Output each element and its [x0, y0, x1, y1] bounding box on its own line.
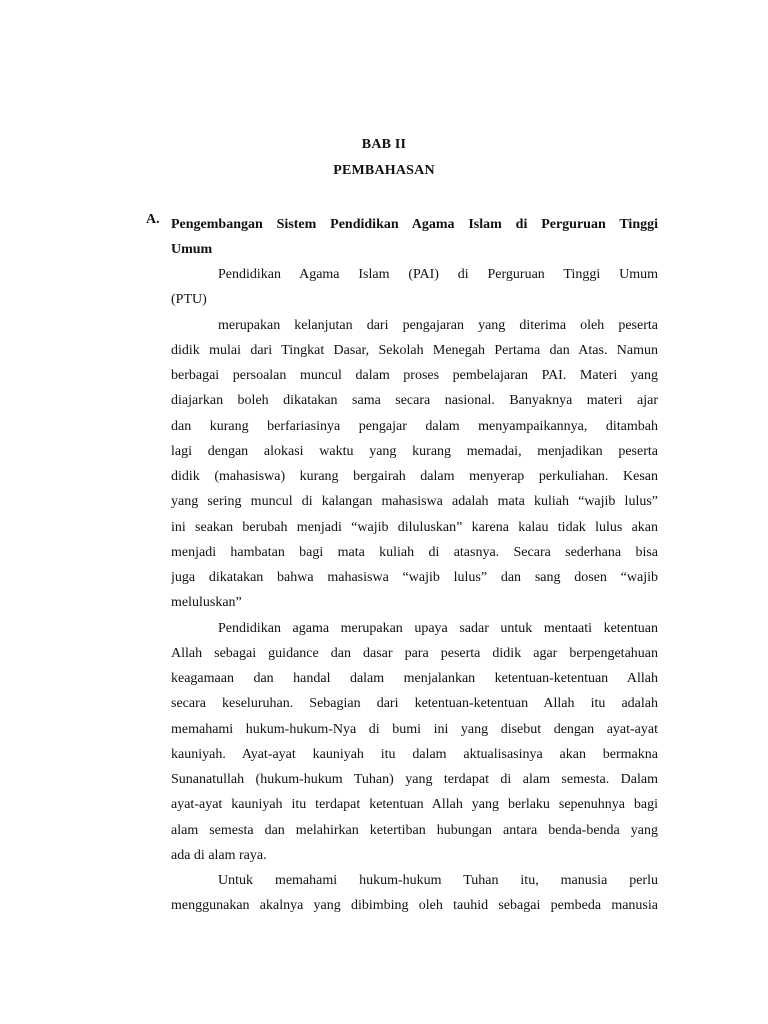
- section-heading: [171, 212, 658, 262]
- text-line: ayat-ayat kauniyah itu terdapat ketentuan Allah yang berlaku sepenuhnya bagi: [171, 797, 658, 813]
- text-line: Allah sebagai guidance dan dasar para peserta didik agar berpengetahuan: [171, 645, 658, 661]
- text-line: dan kurang berfariasinya pengajar dalam menyampaikannya, ditambah: [171, 418, 658, 434]
- text-line: keagamaan dan handal dalam menjalankan ketentuan-ketentuan Allah: [171, 671, 658, 686]
- text-line: meluluskan”: [171, 595, 242, 611]
- text-line: (PTU): [171, 292, 207, 308]
- text-line: Untuk memahami hukum-hukum Tuhan itu, manusia perlu: [218, 873, 658, 888]
- section-heading-line: Pengembangan Sistem Pendidikan Agama Islam di Perguruan Tinggi: [171, 217, 658, 232]
- text-line: diajarkan boleh dikatakan sama secara nasional. Banyaknya materi ajar: [171, 393, 658, 409]
- text-line: didik (mahasiswa) kurang bergairah dalam menyerap perkuliahan. Kesan: [171, 469, 658, 484]
- text-line: merupakan kelanjutan dari pengajaran yang diterima oleh peserta: [218, 317, 658, 333]
- text-line: lagi dengan alokasi waktu yang kurang memadai, menjadikan peserta: [171, 443, 658, 459]
- text-line: Sunanatullah (hukum-hukum Tuhan) yang terdapat di alam semesta. Dalam: [171, 772, 658, 787]
- text-line: ada di alam raya.: [171, 847, 267, 863]
- text-line: menjadi hambatan bagi mata kuliah di atasnya. Secara sederhana bisa: [171, 544, 658, 560]
- body-text: [171, 262, 658, 919]
- text-line: berbagai persoalan muncul dalam proses pembelajaran PAI. Materi yang: [171, 368, 658, 383]
- text-line: didik mulai dari Tingkat Dasar, Sekolah Menegah Pertama dan Atas. Namun: [171, 342, 658, 358]
- text-line: memahami hukum-hukum-Nya di bumi ini yang disebut dengan ayat-ayat: [171, 721, 658, 737]
- section-heading-line: Umum: [171, 242, 213, 257]
- text-line: Pendidikan agama merupakan upaya sadar untuk mentaati ketentuan: [218, 620, 658, 636]
- text-line: Pendidikan Agama Islam (PAI) di Perguruan Tinggi Umum: [218, 267, 658, 282]
- chapter-number: BAB II: [361, 137, 407, 152]
- text-line: menggunakan akalnya yang dibimbing oleh tauhid sebagai pembeda manusia: [171, 898, 658, 914]
- text-line: yang sering muncul di kalangan mahasiswa adalah mata kuliah “wajib lulus”: [171, 494, 658, 510]
- text-line: kauniyah. Ayat-ayat kauniyah itu dalam aktualisasinya akan bermakna: [171, 746, 658, 762]
- section-marker: A.: [146, 212, 160, 227]
- text-line: secara keseluruhan. Sebagian dari ketentuan-ketentuan Allah itu adalah: [171, 696, 658, 712]
- text-line: alam semesta dan melahirkan ketertiban hubungan antara benda-benda yang: [171, 822, 658, 838]
- text-line: juga dikatakan bahwa mahasiswa “wajib lulus” dan sang dosen “wajib: [171, 570, 658, 585]
- chapter-title: PEMBAHASAN: [333, 163, 435, 178]
- text-line: ini seakan berubah menjadi “wajib diluluskan” karena kalau tidak lulus akan: [171, 519, 658, 535]
